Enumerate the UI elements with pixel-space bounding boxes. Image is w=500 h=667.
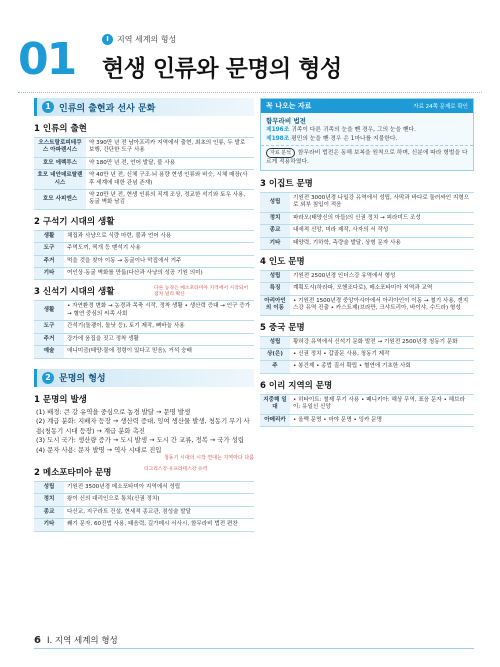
row-value: 다신교, 지구라트 건설, 현세적 종교관, 점성술 발달 xyxy=(64,506,254,518)
subsection-title: 3 신석기 시대의 생활 xyxy=(34,287,115,298)
source-line xyxy=(261,126,473,135)
row-key: 호모 에렉투스 xyxy=(34,157,86,169)
row-value: 태양력, 기하학, 측량술 발달, 상형 문자 사용 xyxy=(290,237,474,249)
analysis-text: 함무라비 법전은 동해 보복을 원칙으로 하며, 신분에 따라 형벌을 다르게 적용하였다. xyxy=(266,150,468,165)
row-value: 황허강 유역에서 신석기 문화 발전 → 기원전 2500년경 청동기 문화 xyxy=(290,336,474,348)
row-key: 성립 xyxy=(34,482,64,494)
row-key: 아메리카 xyxy=(260,414,290,426)
row-key: 지중해 일대 xyxy=(260,394,290,414)
subsection-title: 3 이집트 문명 xyxy=(260,179,313,189)
table-row xyxy=(260,295,474,315)
row-key: 특징 xyxy=(260,283,290,295)
row-key: 성립 xyxy=(260,336,290,348)
table-row xyxy=(260,237,474,249)
annotation-note: 티그리스강·유프라테스강 유역 xyxy=(144,467,208,472)
subsection-title: 6 이리 지역의 문명 xyxy=(260,380,333,391)
row-value: • 기원전 1500년경 중앙아시아에서 아리아인이 이동 → 철기 사용, 갠지스강 유역 진출 • 카스트제(브라만, 크샤트리아, 바이샤, 수드라) 형성 xyxy=(290,295,474,315)
row-key: 기타 xyxy=(34,268,64,280)
table-row xyxy=(260,394,474,414)
annotation-note: 청동기 시대의 시작 연대는 지역마다 다름 xyxy=(163,455,254,461)
table-row xyxy=(34,482,254,494)
row-key: 성립 xyxy=(260,271,290,283)
chapter-number: 01 xyxy=(18,34,76,85)
row-key: 성립 xyxy=(260,193,290,213)
article-text: 귀족이 다른 귀족의 눈을 뺀 경우, 그의 눈을 뺀다. xyxy=(291,127,416,133)
row-value: 기원전 3000년경 나일강 유역에서 성립, 사막과 바다로 둘러싸인 지형으로 외부 침입이 적음 xyxy=(290,193,474,213)
source-title: 함무라비 법전 xyxy=(266,117,306,125)
row-key: 호모 사피엔스 xyxy=(34,190,86,210)
human-origin-table xyxy=(34,137,254,210)
table-row xyxy=(260,212,474,224)
annotation-note: 다른 농경은 메소포타미아 지역에서 시작되어 점차 널리 확산 xyxy=(154,286,249,298)
table-row xyxy=(34,333,254,345)
row-value: 채집과 사냥으로 식량 마련, 불과 언어 사용 xyxy=(64,230,254,242)
table-row xyxy=(260,271,474,283)
header-divider xyxy=(18,92,482,93)
table-row xyxy=(260,361,474,373)
page-footer xyxy=(34,634,118,646)
source-header xyxy=(261,99,473,113)
neolithic-table xyxy=(34,300,254,358)
egypt-table xyxy=(260,192,474,250)
table-row xyxy=(34,506,254,518)
india-table xyxy=(260,270,474,316)
row-value: 약 390만 년 전 남아프리카 지역에서 출현, 최초의 인류, 두 발로 보행, 간단한 도구 사용 xyxy=(86,138,254,158)
subsection-title: 1 인류의 출현 xyxy=(34,124,87,134)
row-key: 주거 xyxy=(34,255,64,267)
row-key: 오스트랄로피테쿠스 아파렌시스 xyxy=(34,138,86,158)
row-value: 내세적 신앙, 미라 제작, 사자의 서 작성 xyxy=(290,225,474,237)
row-key: 생활 xyxy=(34,230,64,242)
chapter-title: 현생 인류와 문명의 형성 xyxy=(102,56,342,82)
row-value: • 봉건제 • 종법 질서 확립 • 혈연에 기초한 사회 xyxy=(290,361,474,373)
source-tag: 꼭 나오는 자료 xyxy=(266,102,312,110)
table-row xyxy=(34,157,254,169)
unit-number: I xyxy=(102,34,113,45)
footer-divider xyxy=(34,648,474,649)
unit-tag xyxy=(102,34,176,45)
table-row xyxy=(260,414,474,426)
table-row xyxy=(34,170,254,190)
table-row xyxy=(34,346,254,358)
row-key: 정치 xyxy=(260,212,290,224)
source-explanation xyxy=(261,145,473,166)
subsection-title: 2 구석기 시대의 생활 xyxy=(34,216,115,227)
analysis-tag: 자료 분석 xyxy=(266,148,295,158)
table-row xyxy=(34,255,254,267)
row-value: 기원전 3500년경 메소포타미아 지역에서 성립 xyxy=(64,482,254,494)
row-key: 생활 xyxy=(34,301,64,321)
article-number: 제196조 xyxy=(266,127,290,133)
china-table xyxy=(260,336,474,374)
row-key: 도구 xyxy=(34,321,64,333)
row-value: 간석기(돌괭이, 돌낫 등), 토기 제작, 뼈바늘 사용 xyxy=(64,321,254,333)
footer-label: I. 지역 세계의 형성 xyxy=(46,636,118,646)
civilization-origin-list xyxy=(34,408,254,456)
row-value: 기원전 2500년경 인더스강 유역에서 형성 xyxy=(290,271,474,283)
row-key: 주거 xyxy=(34,333,64,345)
row-value: • 신권 정치 • 갑골문 사용, 청동기 제작 xyxy=(290,349,474,361)
table-row xyxy=(34,494,254,506)
unit-label: 지역 세계의 형성 xyxy=(117,35,177,44)
table-row xyxy=(34,268,254,280)
right-column xyxy=(260,98,474,427)
page-number: 6 xyxy=(34,634,41,646)
list-item: (1) 배경: 큰 강 유역을 중심으로 농경 발달 → 문명 발생 xyxy=(36,407,191,416)
row-value: 파라오(태양신의 아들)의 신권 정치 → 피라미드 조성 xyxy=(290,212,474,224)
section-title: 인류의 출현과 선사 문화 xyxy=(59,103,156,114)
subsection-title: 4 인도 문명 xyxy=(260,257,305,268)
row-key: 종교 xyxy=(34,506,64,518)
row-value: 왕이 신의 대리인으로 통치(신권 정치) xyxy=(64,494,254,506)
row-key: 아리아인의 이동 xyxy=(260,295,290,315)
row-value: • 자연환경 변화 → 농경과 목축 시작, 정착 생활 • 생산력 증대 → 인구 증가 → 혈연 중심의 씨족 사회 xyxy=(64,301,254,321)
table-row xyxy=(260,193,474,213)
row-value: 약 180만 년 전, 언어 발달, 불 사용 xyxy=(86,157,254,169)
subsection-title: 2 메소포타미아 문명 xyxy=(34,468,112,478)
row-value: 주먹도끼, 찍개 등 뗀석기 사용 xyxy=(64,243,254,255)
row-key: 주 xyxy=(260,361,290,373)
left-column xyxy=(34,98,254,532)
list-item: (3) 도시 국가: 생산량 증가 → 도시 발생 → 도시 간 교류, 정복 → 국가 성립 xyxy=(36,436,244,444)
section-number: 1 xyxy=(42,101,54,113)
row-value: • 히타이트: 철제 무기 사용 • 페니키아: 해상 무역, 표음 문자 • 헤브라이: 유일신 신앙 xyxy=(290,394,474,414)
table-row xyxy=(34,243,254,255)
row-key: 종교 xyxy=(260,225,290,237)
page-header xyxy=(0,0,500,92)
other-regions-table xyxy=(260,394,474,427)
row-value: 약 40만 년 전, 신체 구조·뇌 용량 현생 인류와 비슷, 시체 매장(사후 세계에 대한 관념 존재) xyxy=(86,170,254,190)
subsection-title: 1 문명의 발생 xyxy=(34,394,87,405)
row-key: 상(은) xyxy=(260,349,290,361)
table-row xyxy=(260,336,474,348)
subsection-title: 5 중국 문명 xyxy=(260,322,305,333)
section-number: 2 xyxy=(42,372,54,384)
source-line xyxy=(261,135,473,144)
table-row xyxy=(260,349,474,361)
row-key: 호모 네안데르탈렌시스 xyxy=(34,170,86,190)
table-row xyxy=(34,230,254,242)
row-value: 애니미즘(태양·물에 정령이 있다고 믿음), 거석 숭배 xyxy=(64,346,254,358)
row-value: 쐐기 문자, 60진법 사용, 태음력, 길가메시 서사시, 함무라비 법전 편찬 xyxy=(64,519,254,531)
row-key: 정치 xyxy=(34,494,64,506)
row-value: 먹을 것을 찾아 이동 → 동굴이나 막집에서 거주 xyxy=(64,255,254,267)
table-row xyxy=(34,321,254,333)
section-header xyxy=(34,98,254,116)
row-key: 기타 xyxy=(260,237,290,249)
source-box xyxy=(260,98,474,171)
source-link[interactable]: 자료 24쪽 문제로 확인 xyxy=(413,104,468,110)
row-value: 약 20만 년 전, 현생 인류의 직계 조상, 정교한 석기와 토우 사용, 동굴 벽화 남김 xyxy=(86,190,254,210)
table-row xyxy=(260,225,474,237)
row-value: 여인상·동굴 벽화를 만듦(다산과 사냥의 성공 기원 의미) xyxy=(64,268,254,280)
row-key: 예술 xyxy=(34,346,64,358)
table-row xyxy=(34,190,254,210)
article-number: 제198조 xyxy=(266,135,290,142)
list-item: (4) 문자 사용: 문자 발명 → 역사 시대로 진입 xyxy=(36,445,162,454)
row-key: 기타 xyxy=(34,519,64,531)
section-header xyxy=(34,369,254,387)
section-title: 문명의 형성 xyxy=(59,374,106,384)
table-row xyxy=(34,301,254,321)
table-row xyxy=(260,283,474,295)
list-item: (2) 계급 분화: 지배자 등장 → 생산력 증대, 잉여 생산물 발생, 청동기 무기 사용(청동기 시대 등장) → 계급 분화 촉진 xyxy=(36,417,250,435)
table-row xyxy=(34,519,254,531)
row-value: 강가에 움집을 짓고 정착 생활 xyxy=(64,333,254,345)
row-value: • 올멕 문명 • 마야 문명 • 잉카 문명 xyxy=(290,414,474,426)
article-text: 평민의 눈을 뺀 경우 은 1마나를 지불한다. xyxy=(291,135,398,142)
paleolithic-table xyxy=(34,230,254,281)
mesopotamia-table xyxy=(34,481,254,532)
row-value: 계획도시(하라파, 모헨조다로), 메소포타미아 지역과 교역 xyxy=(290,283,474,295)
table-row xyxy=(34,138,254,158)
row-key: 도구 xyxy=(34,243,64,255)
